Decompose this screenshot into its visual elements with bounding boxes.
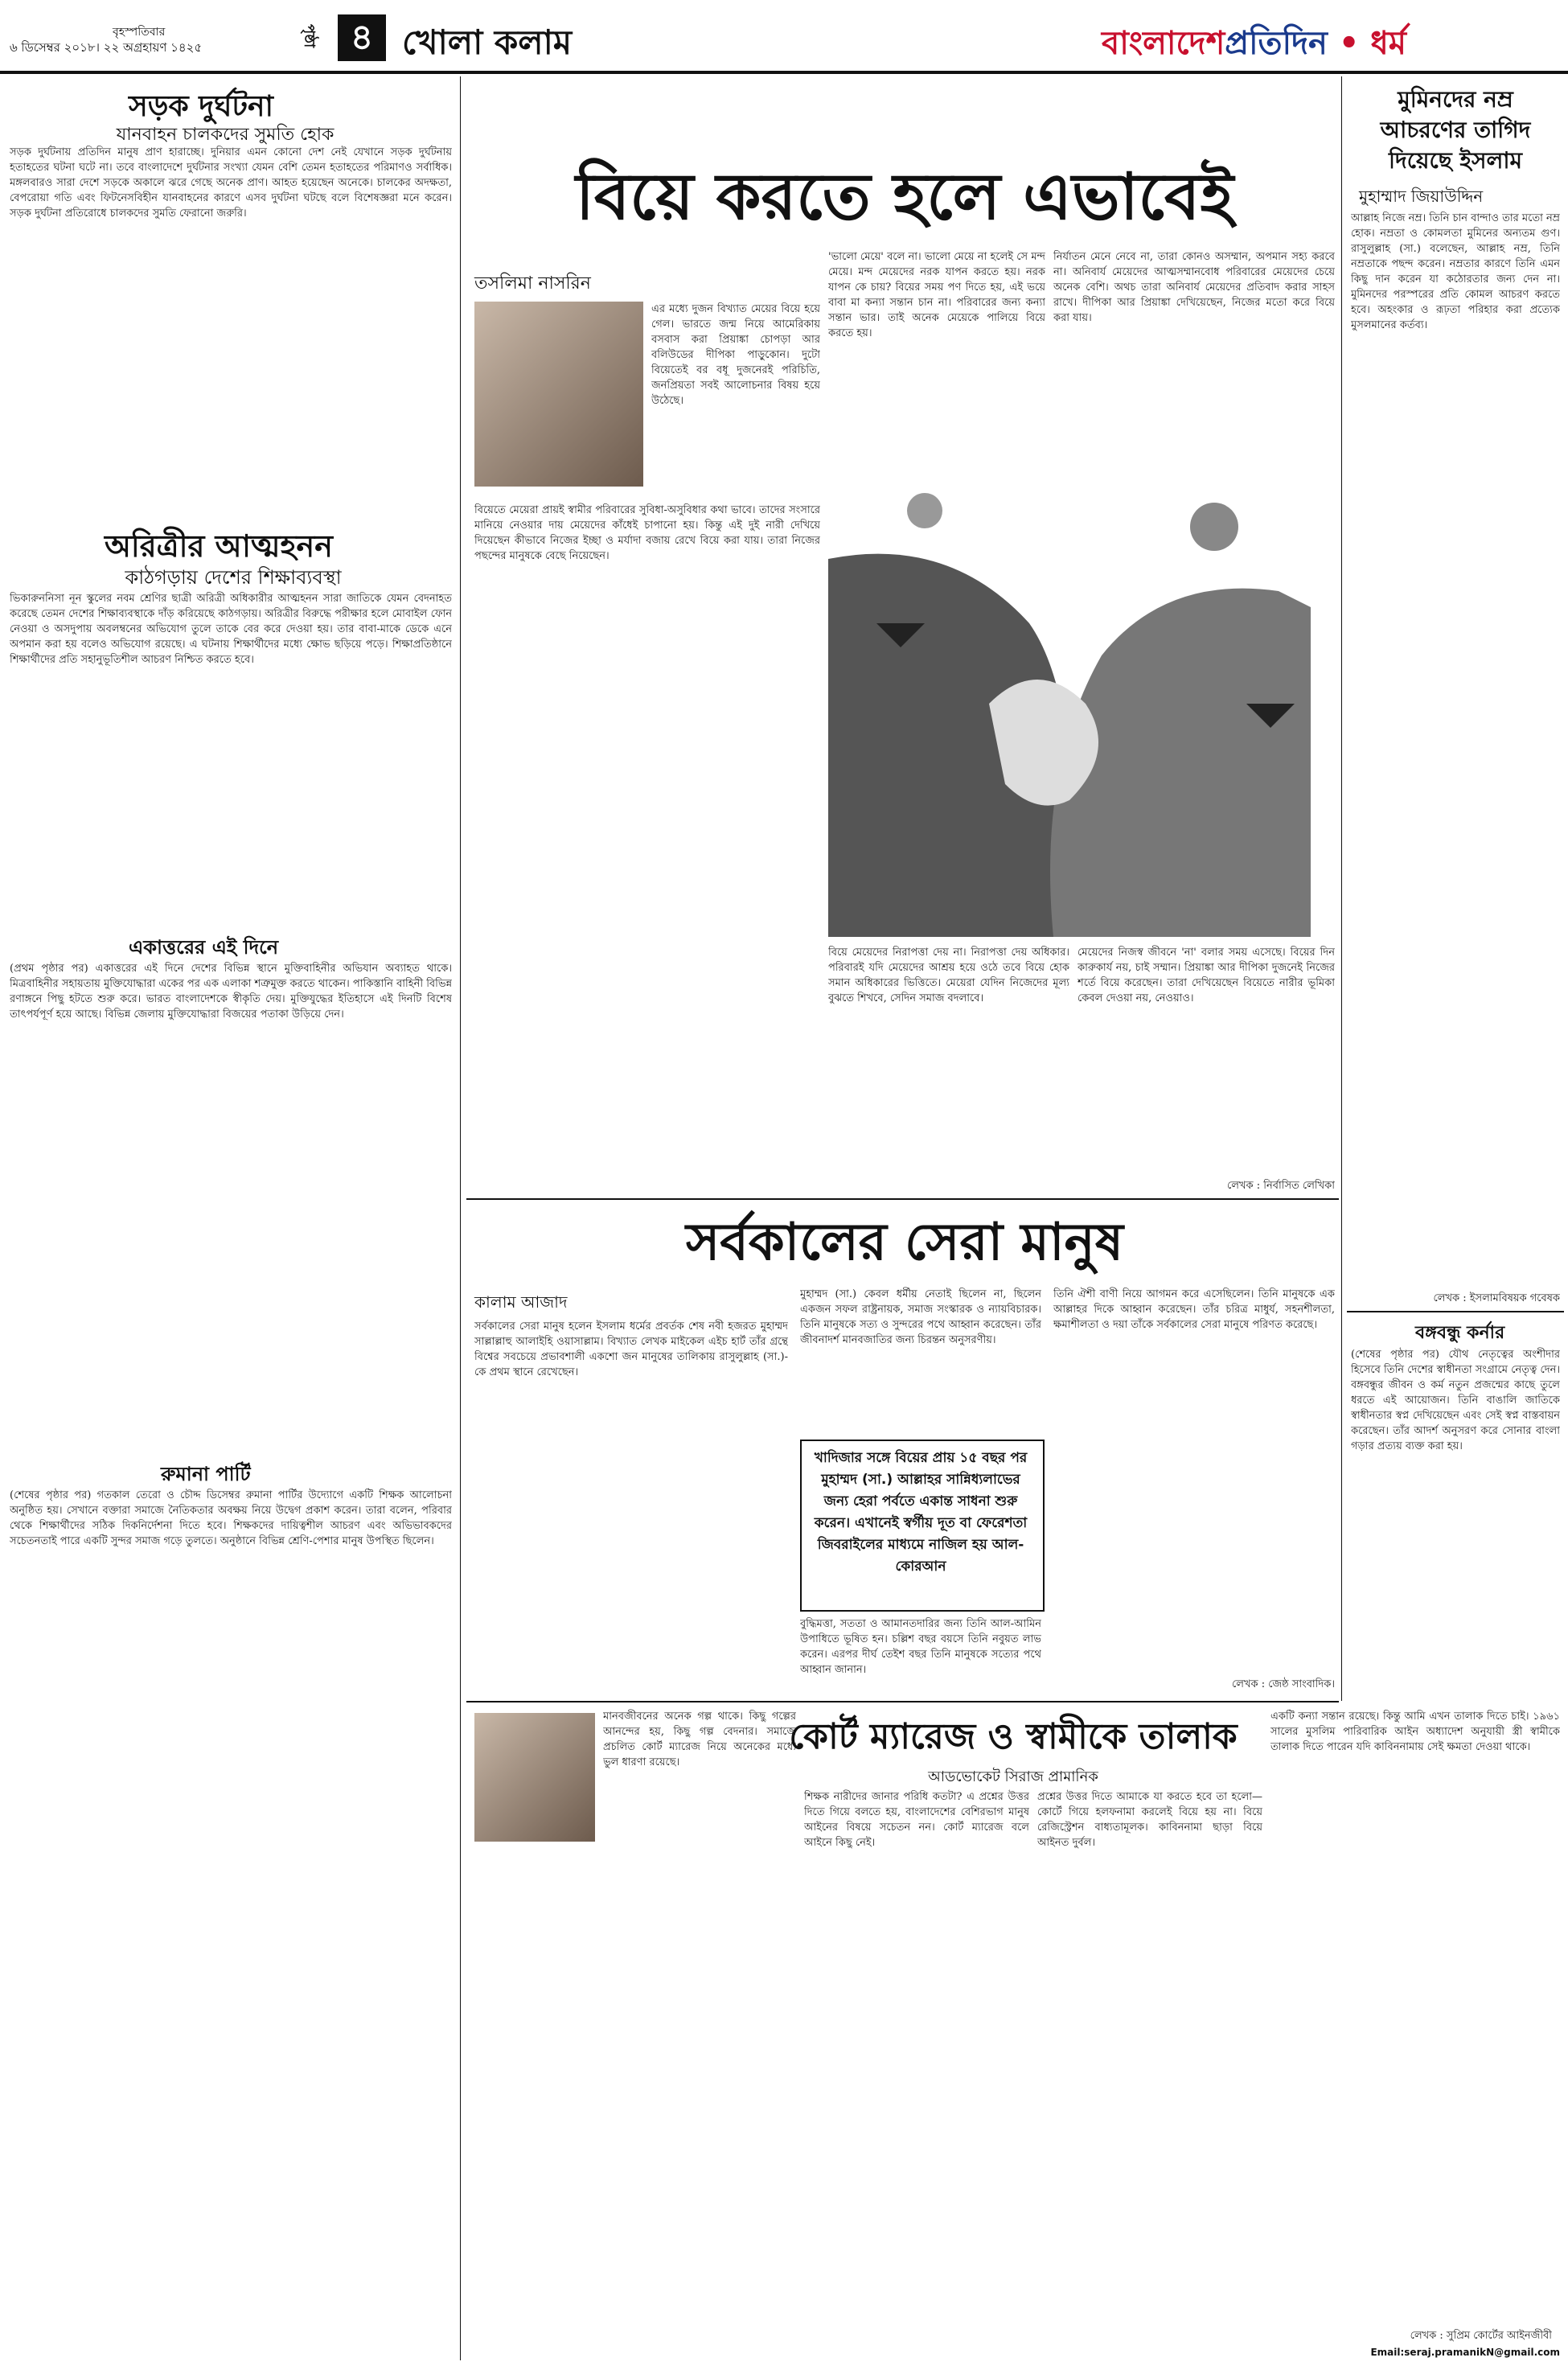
masthead-section: খোলা কলাম <box>402 23 573 62</box>
right-column-rule <box>1341 76 1342 1701</box>
marriage-byline: তসলিমা নাসরিন <box>474 273 591 294</box>
masthead-date: ৬ ডিসেম্বর ২০১৮। ২২ অগ্রহায়ণ ১৪২৫ <box>10 40 203 55</box>
court-col3: একটি কন্যা সন্তান রয়েছে। কিন্তু আমি এখন তালাক দিতে চাই। ১৯৬১ সালের মুসলিম পারিবারিক আইন অধ্যাদেশ অনুযায়ী স্ত্রী স্বামীকে তালাক দিতে পারেন যদি কাবিননামায় সেই ক্ষমতা দেওয়া থাকে। <box>1270 1711 1560 1753</box>
rumana-body: (শেষের পৃষ্ঠার পর) গতকাল তেরো ও চৌদ্দ ডিসেম্বর রুমানা পার্টির উদ্যোগে একটি শিক্ষক আলোচনা অনুষ্ঠিত হয়। সেখানে বক্তারা সমাজে নৈতিকতার অবক্ষয় নিয়ে উদ্বেগ প্রকাশ করেন। তারা বলেন, পরিবার থেকে শিক্ষার্থীদের সঠিক দিকনির্দেশনা দিতে হবে। শিক্ষকদের দায়িত্বশীল আচরণ এবং অভিভাবকদের সচেতনতাই পারে একটি সুন্দর সমাজ গড়ে তুলতে। অনুষ্ঠানে বিভিন্ন শ্রেণি-পেশার মানুষ উপস্থিত ছিলেন। <box>10 1489 452 1547</box>
dot: • <box>1338 25 1371 62</box>
rumana-title: রুমানা পার্টি <box>161 1463 251 1485</box>
court-footnote: লেখক : সুপ্রিম কোর্টের আইনজীবী <box>1410 2330 1552 2342</box>
marriage-illustration <box>828 462 1311 937</box>
masthead-weekday: বৃহস্পতিবার <box>113 26 166 39</box>
best-man-col1: সর্বকালের সেরা মানুষ হলেন ইসলাম ধর্মের প্রবর্তক শেষ নবী হজরত মুহাম্মদ সাল্লাল্লাহু আলাইহি ওয়াসাল্লাম। বিখ্যাত লেখক মাইকেল এইচ হার্ট তাঁর গ্রন্থে বিশ্বের সবচেয়ে প্রভাবশালী একশো জন মানুষের তালিকায় রাসুলুল্লাহ (সা.)-কে প্রথম স্থানে রেখেছেন। <box>474 1320 788 1378</box>
masthead-page-word: পৃষ্ঠা <box>301 24 318 48</box>
humble-footnote: লেখক : ইসলামবিষয়ক গবেষক <box>1433 1292 1560 1304</box>
best-man-title: সর্বকালের সেরা মানুষ <box>686 1213 1123 1272</box>
humble-byline: মুহাম্মাদ জিয়াউদ্দিন <box>1359 187 1484 206</box>
court-col0: মানবজীবনের অনেক গল্প থাকে। কিছু গল্পের আনন্দের হয়, কিছু গল্প বেদনার। সমাজে প্রচলিত কোর্ট ম্যারেজ নিয়ে অনেকের মধ্যে ভুল ধারণা রয়েছে। <box>603 1711 796 1768</box>
road-accident-title: সড়ক দুর্ঘটনা <box>129 90 273 123</box>
left-column-rule <box>460 76 461 2360</box>
humble-body: আল্লাহ নিজে নম্র। তিনি চান বান্দাও তার মতো নম্র হোক। নম্রতা ও কোমলতা মুমিনের অন্যতম গুণ। রাসুলুল্লাহ (সা.) বলেছেন, আল্লাহ নম্র, তিনি নম্রতাকে পছন্দ করেন। নম্রতার কারণে তিনি এমন কিছু দান করেন যা কঠোরতার জন্য দেন না। মুমিনদের পরস্পরের প্রতি কোমল আচরণ করতে হবে। অহংকার ও রূঢ়তা পরিহার করা প্রত্যেক মুসলমানের কর্তব্য। <box>1351 212 1560 331</box>
best-man-col3: তিনি ঐশী বাণী নিয়ে আগমন করে এসেছিলেন। তিনি মানুষকে এক আল্লাহর দিকে আহ্বান করেছেন। তাঁর চরিত্র মাধুর্য, সহনশীলতা, ক্ষমাশীলতা ও দয়া তাঁকে সর্বকালের সেরা মানুষে পরিণত করেছে। <box>1053 1288 1335 1331</box>
court-byline: আডভোকেট সিরাজ প্রামানিক <box>928 1768 1098 1785</box>
history-body: (প্রথম পৃষ্ঠার পর) একাত্তরের এই দিনে দেশের বিভিন্ন স্থানে মুক্তিবাহিনীর অভিযান অব্যাহত থাকে। মিত্রবাহিনীর সহায়তায় মুক্তিযোদ্ধারা একের পর এক এলাকা শত্রুমুক্ত করতে থাকেন। পাকিস্তানি বাহিনী বিভিন্ন রণাঙ্গনে পিছু হটতে শুরু করে। ভারত বাংলাদেশকে স্বীকৃতি দেয়। মুক্তিযুদ্ধের ইতিহাসে এই দিনটি বিশেষ তাৎপর্যপূর্ণ হয়ে আছে। বিভিন্ন জেলায় মুক্তিযোদ্ধারা বিজয়ের পতাকা উড়িয়ে দেন। <box>10 963 452 1021</box>
marriage-lower1: বিয়ে মেয়েদের নিরাপত্তা দেয় না। নিরাপত্তা দেয় অধিকার। পরিবারই যদি মেয়েদের আশ্রয় হয়ে ওঠে তবে বিয়ে হোক সমান অধিকারের ভিত্তিতে। মেয়েরা যেদিন নিজেদের মূল্য বুঝতে শিখবে, সেদিন সমাজ বদলাবে। <box>828 947 1069 1004</box>
best-man-col2: মুহাম্মদ (সা.) কেবল ধর্মীয় নেতাই ছিলেন না, ছিলেন একজন সফল রাষ্ট্রনায়ক, সমাজ সংস্কারক ও ন্যায়বিচারক। তিনি মানুষকে সত্য ও সুন্দরের পথে আহ্বান করেছেন। তাঁর জীবনাদর্শ মানবজাতির জন্য চিরন্তন অনুসরণীয়। <box>800 1288 1041 1346</box>
road-accident-body: সড়ক দুর্ঘটনায় প্রতিদিন মানুষ প্রাণ হারাচ্ছে। দুনিয়ার এমন কোনো দেশ নেই যেখানে সড়ক দুর্ঘটনায় হতাহতের ঘটনা ঘটে না। তবে বাংলাদেশে দুর্ঘটনার সংখ্যা যেমন বেশি তেমন হতাহতের পরিমাণও সর্বাধিক। মঙ্গলবারও সারা দেশে সড়কে অকালে ঝরে গেছে অনেক প্রাণ। আহত হয়েছেন অনেকে। চালকের অদক্ষতা, বেপরোয়া গতি এবং ফিটনেসবিহীন যানবাহনের কারণে এসব দুর্ঘটনা ঘটছে বলে বিশেষজ্ঞরা মনে করেন। সড়ক দুর্ঘটনা প্রতিরোধে চালকদের সুমতি ফেরানো জরুরি। <box>10 146 452 220</box>
masthead-rule <box>0 71 1568 74</box>
masthead-category: ধর্ম <box>1370 25 1406 62</box>
best-man-bottom-rule <box>466 1701 1339 1702</box>
best-man-quote: খাদিজার সঙ্গে বিয়ের প্রায় ১৫ বছর পর মুহাম্মদ (সা.) আল্লাহর সান্নিধ্যলাভের জন্য হেরা পর্বতে একান্ত সাধনা শুরু করেন। এখানেই স্বর্গীয় দূত বা ফেরেশতা জিবরাইলের মাধ্যমে নাজিল হয় আল-কোরআন <box>814 1450 1028 1575</box>
paper-name-b: প্রতিদিন <box>1225 25 1328 62</box>
marriage-lower2: মেয়েদের নিজস্ব জীবনে 'না' বলার সময় এসেছে। বিয়ের দিন কারুকার্য নয়, চাই সম্মান। প্রিয়াঙ্কা আর দীপিকা দুজনেই নিজের শর্তে বিয়ে করেছেন। তারা দেখিয়েছেন বিয়েতে নারীর ভূমিকা কেবল দেওয়া নয়, নেওয়াও। <box>1077 947 1335 1004</box>
road-accident-subtitle: যানবাহন চালকদের সুমতি হোক <box>116 125 335 145</box>
right-column-divider <box>1347 1311 1564 1312</box>
bangabandhu-title: বঙ্গবন্ধু কর্নার <box>1415 1323 1505 1343</box>
court-email: Email:seraj.pramanikN@gmail.com <box>1370 2347 1560 2358</box>
marriage-col3: 'ভালো মেয়ে' বলে না। ভালো মেয়ে না হলেই সে মন্দ মেয়ে। মন্দ মেয়েদের নরক যাপন করতে হয়। নরক যাপন কে চায়? বিয়ের সময় পণ দিতে হয়, এই ভয়ে বাবা মা কন্যা সন্তান চান না। পরিবারের জন্য কন্যা সন্তান ভার। তাই অনেক মেয়েকে পালিয়ে বিয়ে করতে হয়। <box>828 251 1045 339</box>
paper-name-a: বাংলাদেশ <box>1102 25 1225 62</box>
marriage-footnote: লেখক : নির্বাসিত লেখিকা <box>1227 1180 1335 1192</box>
best-man-byline: কালাম আজাদ <box>474 1292 568 1312</box>
masthead-paper-name <box>1102 18 1406 72</box>
history-title: একাত্তরের এই দিনে <box>129 936 279 959</box>
marriage-col2: বিয়েতে মেয়েরা প্রায়ই স্বামীর পরিবারের সুবিধা-অসুবিধার কথা ভাবে। তাদের সংসারে মানিয়ে নেওয়ার দায় মেয়েদের কাঁধেই চাপানো হয়। কিন্তু এই দুই নারী দেখিয়ে দিয়েছেন কীভাবে নিজের ইচ্ছা ও মর্যাদা বজায় রেখে বিয়ে করা যায়। তারা নিজের পছন্দের মানুষকে বেছে নিয়েছেন। <box>474 504 820 562</box>
marriage-author-photo <box>474 302 643 487</box>
marriage-col4: নির্যাতন মেনে নেবে না, তারা কোনও অসম্মান, অপমান সহ্য করবে না। অনিবার্য মেয়েদের আত্মসম্মানবোধ পরিবারের মেয়েদের চেয়ে অনেক বেশি। অথচ তারা অনিবার্য মেয়েদের প্রতিবাদ করার সাহস রাখে। দীপিকা আর প্রিয়াঙ্কা দেখিয়েছেন, নিজের মতো করে বিয়ে করা যায়। <box>1053 251 1335 324</box>
students-body: ভিকারুননিসা নূন স্কুলের নবম শ্রেণির ছাত্রী অরিত্রী অধিকারীর আত্মহনন সারা জাতিকে যেমন বেদনাহত করেছে তেমন দেশের শিক্ষাব্যবস্থাকে দাঁড় করিয়েছে কাঠগড়ায়। অরিত্রীর বিরুদ্ধে পরীক্ষার হলে মোবাইল ফোন নেওয়া ও অসদুপায় অবলম্বনের অভিযোগ তুলে তাকে বের করে দেওয়া হয়। তার বাবা-মাকে ডেকে এনে অপমান করা হয় বলেও অভিযোগ রয়েছে। এ ঘটনায় শিক্ষার্থীদের মধ্যে ক্ষোভ ছড়িয়ে পড়ে। শিক্ষাপ্রতিষ্ঠানে শিক্ষার্থীদের প্রতি সহানুভূতিশীল আচরণ নিশ্চিত করতে হবে। <box>10 593 452 666</box>
marriage-bottom-rule <box>466 1198 1339 1200</box>
humble-title: মুমিনদের নম্র আচরণের তাগিদ দিয়েছে ইসলাম <box>1380 86 1531 174</box>
bangabandhu-body: (শেষের পৃষ্ঠার পর) যৌথ নেতৃত্বের অংশীদার হিসেবে তিনি দেশের স্বাধীনতা সংগ্রামে নেতৃত্ব দেন। বঙ্গবন্ধুর জীবন ও কর্ম নতুন প্রজন্মের কাছে তুলে ধরতে এই আয়োজন। তিনি বাঙালি জাতিকে স্বাধীনতার স্বপ্ন দেখিয়েছেন এবং সেই স্বপ্ন বাস্তবায়ন করেছেন। তাঁর আদর্শ অনুসরণ করে সোনার বাংলা গড়ার প্রত্যয় ব্যক্ত করা হয়। <box>1351 1349 1560 1452</box>
court-title: কোর্ট ম্যারেজ ও স্বামীকে তালাক <box>789 1716 1238 1757</box>
best-man-lower: বুদ্ধিমত্তা, সততা ও আমানতদারির জন্য তিনি আল-আমিন উপাধিতে ভূষিত হন। চল্লিশ বছর বয়সে তিনি নবুয়ত লাভ করেন। এরপর দীর্ঘ তেইশ বছর তিনি মানুষকে সত্যের পথে আহ্বান জানান। <box>800 1618 1041 1676</box>
masthead-page-number: ৪ <box>338 14 386 61</box>
court-col1: শিক্ষক নারীদের জানার পরিধি কতটা? এ প্রশ্নের উত্তর দিতে গিয়ে বলতে হয়, বাংলাদেশের বেশিরভাগ মানুষ আইনের বিষয়ে সচেতন নন। কোর্ট ম্যারেজ বলে আইনে কিছু নেই। <box>804 1791 1029 1849</box>
best-man-footnote: লেখক : জেষ্ঠ সাংবাদিক। <box>1232 1678 1335 1690</box>
marriage-col1: এর মধ্যে দুজন বিখ্যাত মেয়ের বিয়ে হয়ে গেল। ভারতে জন্ম নিয়ে আমেরিকায় বসবাস করা প্রিয়াঙ্কা চোপড়া আর বলিউডের দীপিকা পাড়ুকোন। দুটো বিয়েতেই বর বধূ দুজনেরই পরিচিতি, জনপ্রিয়তা সবই আলোচনার বিষয় হয়ে উঠেছে। <box>651 303 820 407</box>
marriage-title: বিয়ে করতে হলে এভাবেই <box>575 159 1234 234</box>
students-title: অরিত্রীর আত্মহনন <box>105 528 333 564</box>
court-col2: প্রশ্নের উত্তর দিতে আমাকে যা করতে হবে তা হলো— কোর্টে গিয়ে হলফনামা করলেই বিয়ে হয় না। বিয়ে রেজিস্ট্রেশন বাধ্যতামূলক। কাবিননামা ছাড়া বিয়ে আইনত দুর্বল। <box>1037 1791 1262 1849</box>
court-author-photo <box>474 1713 595 1842</box>
students-subtitle: কাঠগড়ায় দেশের শিক্ষাব্যবস্থা <box>125 566 342 589</box>
